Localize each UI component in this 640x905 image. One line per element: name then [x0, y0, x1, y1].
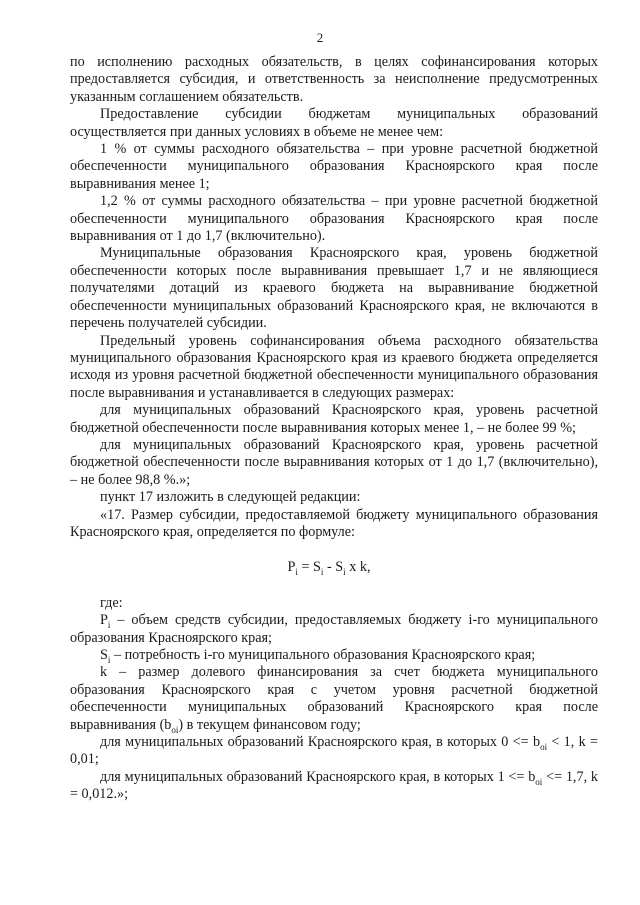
formula	[70, 559, 598, 576]
page-number: 2	[316, 30, 324, 45]
definition-s-symbol: S	[100, 647, 108, 663]
range-2-sub: oi	[535, 776, 543, 787]
formula-sub: i	[343, 567, 346, 578]
paragraph-condition-1: 1 % от суммы расходного обязательства – при уровне расчетной бюджетной обеспеченности муниципального образования Красноярского края после выравнивания менее 1;	[70, 141, 598, 192]
formula-s: = S	[297, 559, 321, 576]
formula-sub: i	[320, 567, 324, 578]
definition-k-sub: oi	[171, 724, 179, 735]
definition-p-text: – объем средств субсидии, предоставляемых бюджету i-го муниципального образования Красноярского края;	[70, 612, 598, 646]
document-body	[70, 54, 598, 804]
definition-s	[70, 647, 598, 664]
range-1	[70, 734, 598, 769]
paragraph-exclusion: Муниципальные образования Красноярского края, уровень бюджетной обеспеченности которых после выравнивания превышает 1,7 и не являющиеся получателями дотаций из краевого бюджета на выравнивание бюджетной обеспеченности муниципальных образований Красноярского края, не включаются в перечень получателей субсидии.	[70, 245, 598, 332]
paragraph-conditions: Предоставление субсидии бюджетам муниципальных образований осуществляется при данных условиях в объеме не менее чем:	[70, 106, 598, 140]
paragraph-limit-level: Предельный уровень софинансирования объема расходного обязательства муниципального образования Красноярского края из краевого бюджета определяется исходя из уровня расчетной бюджетной обеспеченности муниципального образования после выравнивания и устанавливается в следующих размерах:	[70, 332, 598, 401]
paragraph-continuation: по исполнению расходных обязательств, в целях софинансирования которых предоставляется субсидия, и ответственность за неисполнение предусмотренных указанным соглашением обязательств.	[70, 54, 598, 105]
range-1-tail: < 1, k = 0,01;	[70, 734, 598, 768]
paragraph-limit-2: для муниципальных образований Красноярского края, уровень расчетной бюджетной обеспеченности после выравнивания которых от 1 до 1,7 (включительно), – не более 98,8 %.»;	[70, 436, 598, 488]
definition-k	[70, 664, 598, 734]
definition-k-text: k – размер долевого финансирования за счет бюджета муниципального образования Красноярского края с учетом уровня расчетной бюджетной обеспеченности муниципальных образований Красноярского края после выравнивания (b	[70, 664, 598, 733]
definition-p-sub: i	[107, 620, 111, 631]
where-label: где:	[100, 594, 123, 611]
definition-p-symbol: P	[100, 612, 108, 629]
formula-p: P	[287, 559, 296, 576]
range-2-text: для муниципальных образований Красноярского края, в которых 1 <= b	[100, 768, 536, 785]
paragraph-limit-1: для муниципальных образований Красноярского края, уровень расчетной бюджетной обеспеченности после выравнивания которых менее 1, – не более 99 %;	[70, 402, 598, 436]
definition-s-sub: i	[107, 654, 111, 665]
definition-p	[70, 612, 598, 647]
definition-k-tail: ) в текущем финансовом году;	[178, 716, 361, 733]
range-1-sub: oi	[540, 741, 548, 752]
formula-times-k: x k,	[345, 559, 371, 576]
range-1-text: для муниципальных образований Красноярского края, в которых 0 <= b	[100, 734, 541, 751]
formula-sub: i	[295, 567, 298, 578]
formula-minus-s: - S	[323, 559, 344, 576]
range-2-tail: <= 1,7, k = 0,012.»;	[70, 768, 598, 803]
paragraph-condition-2: 1,2 % от суммы расходного обязательства – при уровне расчетной бюджетной обеспеченности муниципального образования Красноярского края после выравнивания от 1 до 1,7 (включительно).	[70, 193, 598, 245]
paragraph-item-17-intro: пункт 17 изложить в следующей редакции:	[100, 489, 361, 506]
paragraph-item-17: «17. Размер субсидии, предоставляемой бюджету муниципального образования Красноярского края, определяется по формуле:	[70, 506, 598, 540]
range-2	[70, 769, 598, 804]
definition-s-text: – потребность i-го муниципального образования Красноярского края;	[110, 647, 536, 663]
